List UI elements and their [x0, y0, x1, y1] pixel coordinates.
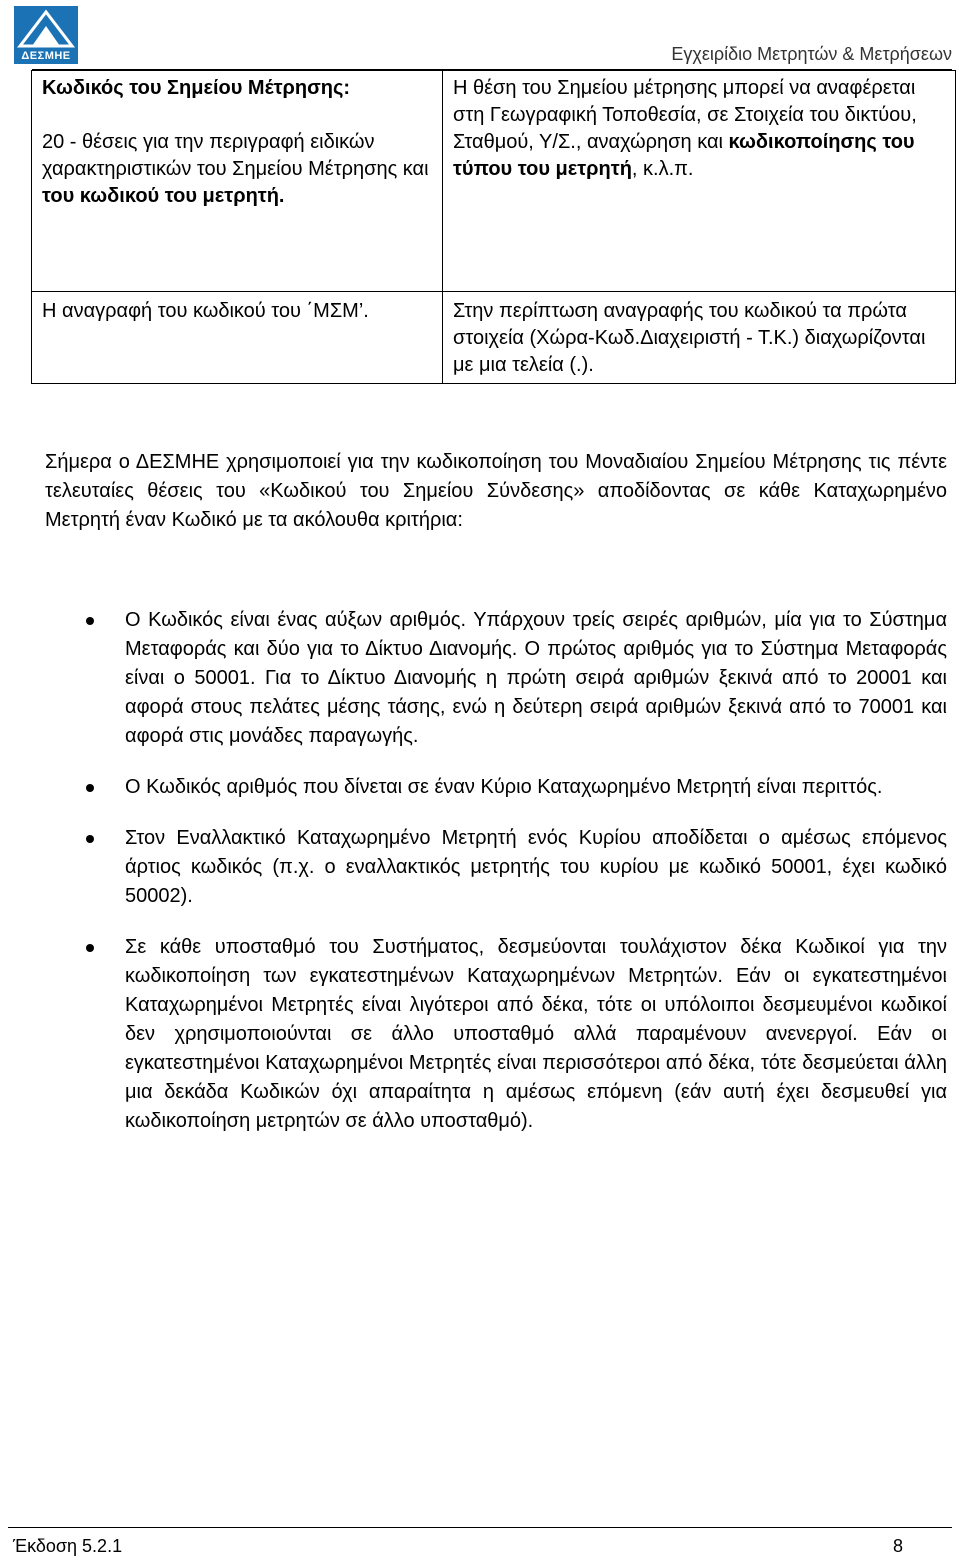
table-cell-text: , κ.λ.π. [631, 158, 694, 180]
table-row [32, 292, 956, 384]
bullet-icon [86, 944, 94, 952]
bullet-icon [86, 835, 94, 843]
criteria-list [0, 606, 947, 1158]
list-item [0, 606, 947, 751]
table-cell-text: 20 - θέσεις για την περιγραφή ειδικών χαρακτηριστικών του Σημείου Μέτρησης και [42, 131, 429, 180]
list-item-text: Σε κάθε υποσταθμό του Συστήματος, δεσμεύονται τουλάχιστον δέκα Κωδικοί για την κωδικοποίηση των εγκατεστημένων Καταχωρημένων Μετρητών. Εάν οι εγκατεστημένοι Καταχωρημένοι Μετρητές είναι λιγότεροι από δέκα, τότε οι υπόλοιποι δεσμευμένοι κωδικοί δεν χρησιμοποιούνται σε άλλο υποσταθμό αλλά παραμένουν ανενεργοί. Εάν οι εγκατεστημένοι Καταχωρημένοι Μετρητές είναι περισσότεροι από δέκα, τότε δεσμεύεται άλλη μια δεκάδα Κωδικών όχι απαραίτητα η αμέσως επόμενη (εάν αυτή έχει δεσμευθεί για κωδικοποίηση μετρητών σε άλλο υποσταθμό). [125, 936, 947, 1132]
table-cell-left [32, 71, 443, 292]
table-cell-text: Η θέση του Σημείου μέτρησης μπορεί να αναφέρεται στη Γεωγραφική Τοποθεσία, σε Στοιχεία του δικτύου, Σταθμού, Υ/Σ., αναχώρηση και [453, 77, 917, 153]
table-cell-text: Στην περίπτωση αναγραφής του κωδικού τα πρώτα στοιχεία (Χώρα-Κωδ.Διαχειριστή - Τ.Κ.) διαχωρίζονται με μια τελεία (.). [453, 300, 926, 376]
intro-paragraph: Σήμερα ο ΔΕΣΜΗΕ χρησιμοποιεί για την κωδικοποίηση του Μοναδιαίου Σημείου Μέτρησης τις πέντε τελευταίες θέσεις του «Κωδικού του Σημείου Σύνδεσης» αποδίδοντας σε κάθε Καταχωρημένο Μετρητή έναν Κωδικό με τα ακόλουθα κριτήρια: [45, 451, 947, 531]
list-item [0, 773, 947, 802]
table-cell-heading: Κωδικός του Σημείου Μέτρησης: [42, 77, 351, 99]
bullet-icon [86, 617, 94, 625]
logo-text: ΔΕΣΜΗΕ [21, 50, 71, 62]
header-title: Εγχειρίδιο Μετρητών & Μετρήσεων [671, 44, 952, 64]
bullet-icon [86, 784, 94, 792]
desmie-logo [14, 6, 78, 64]
list-item-text: Ο Κωδικός είναι ένας αύξων αριθμός. Υπάρχουν τρείς σειρές αριθμών, μία για το Σύστημα Μεταφοράς και δύο για το Δίκτυο Διανομής. Ο πρώτος αριθμός για το Σύστημα Μεταφοράς είναι ο 50001. Για το Δίκτυο Διανομής η πρώτη σειρά αριθμών ξεκινά από το 20001 και αφορά στους πελάτες μέσης τάσης, ενώ η δεύτερη σειρά αριθμών ξεκινά από το 70001 και αφορά στις μονάδες παραγωγής. [125, 609, 947, 747]
list-item-text: Ο Κωδικός αριθμός που δίνεται σε έναν Κύριο Καταχωρημένο Μετρητή είναι περιττός. [125, 776, 883, 798]
table-cell-text-bold: κωδικοποίησης του τύπου του μετρητή [453, 131, 915, 180]
table-cell-right [443, 71, 956, 292]
code-description-table [31, 70, 956, 384]
footer-divider [8, 1527, 952, 1528]
table-row [32, 71, 956, 292]
document-version: Έκδοση 5.2.1 [13, 1536, 123, 1556]
logo-mark-icon [14, 6, 78, 50]
table-cell-text: Η αναγραφή του κωδικού του ΄ΜΣΜ’. [42, 300, 369, 322]
page-number: 8 [892, 1536, 903, 1556]
list-item [0, 933, 947, 1136]
list-item [0, 824, 947, 911]
table-cell-text-bold: του κωδικού του μετρητή. [42, 185, 285, 207]
table-cell-left [32, 292, 443, 384]
table-cell-right [443, 292, 956, 384]
list-item-text: Στον Εναλλακτικό Καταχωρημένο Μετρητή ενός Κυρίου αποδίδεται ο αμέσως επόμενος άρτιος κωδικός (π.χ. ο εναλλακτικός μετρητής του κυρίου με κωδικό 50001, έχει κωδικό 50002). [125, 827, 947, 907]
